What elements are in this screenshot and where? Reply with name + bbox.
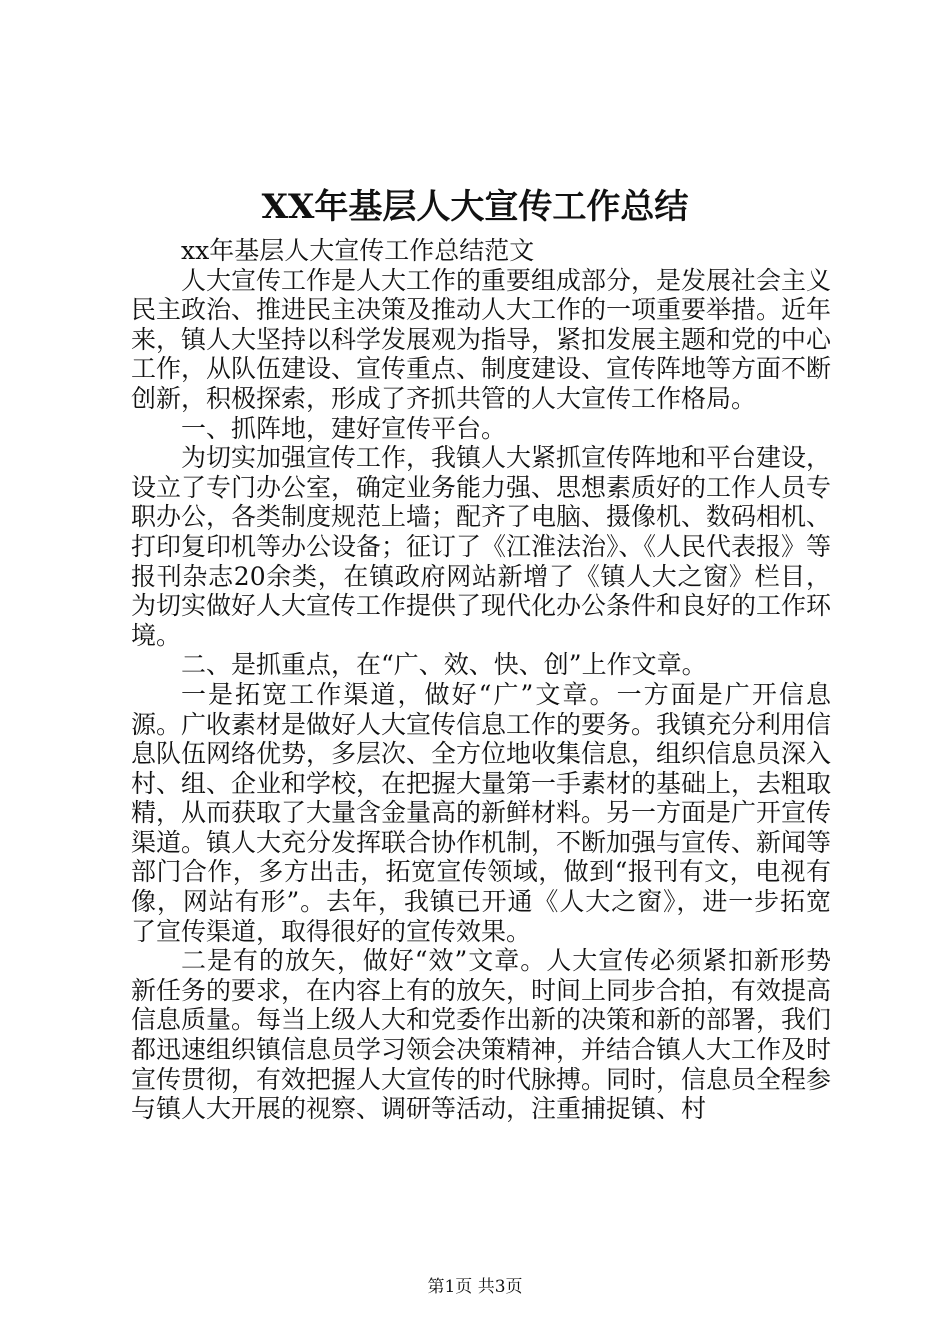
document-subtitle: xx年基层人大宣传工作总结范文: [181, 236, 535, 265]
section-heading-1: 一、抓阵地，建好宣传平台。: [181, 413, 507, 443]
paragraph-intro: 人大宣传工作是人大工作的重要组成部分，是发展社会主义民主政治、推进民主决策及推动人大工作的一项重要举措。近年来，镇人大坚持以科学发展观为指导，紧扣发展主题和党的中心工作，从队伍建设、宣传重点、制度建设、宣传阵地等方面不断创新，积极探索，形成了齐抓共管的人大宣传工作格局。: [131, 265, 832, 413]
paragraph-broaden: 一是拓宽工作渠道，做好“广”文章。一方面是广开信息源。广收素材是做好人大宣传信息工作的要务。我镇充分利用信息队伍网络优势，多层次、全方位地收集信息，组织信息员深入村、组、企业和学校，在把握大量第一手素材的基础上，去粗取精，从而获取了大量含金量高的新鲜材料。另一方面是广开宣传渠道。镇人大充分发挥联合协作机制，不断加强与宣传、新闻等部门合作，多方出击，拓宽宣传领域，做到“报刊有文，电视有像，网站有形”。去年，我镇已开通《人大之窗》，进一步拓宽了宣传渠道，取得很好的宣传效果。: [131, 679, 832, 946]
paragraph-platform: 为切实加强宣传工作，我镇人大紧抓宣传阵地和平台建设，设立了专门办公室，确定业务能力强、思想素质好的工作人员专职办公，各类制度规范上墙；配齐了电脑、摄像机、数码相机、打印复印机等办公设备；征订了《江淮法治》、《人民代表报》等报刊杂志20余类，在镇政府网站新增了《镇人大之窗》栏目，为切实做好人大宣传工作提供了现代化办公条件和良好的工作环境。: [131, 443, 832, 650]
document-body: [131, 236, 831, 1124]
paragraph-effect: 二是有的放矢，做好“效”文章。人大宣传必须紧扣新形势新任务的要求，在内容上有的放矢，时间上同步合拍，有效提高信息质量。每当上级人大和党委作出新的决策和新的部署，我们都迅速组织镇信息员学习领会决策精神，并结合镇人大工作及时宣传贯彻，有效把握人大宣传的时代脉搏。同时，信息员全程参与镇人大开展的视察、调研等活动，注重捕捉镇、村: [131, 946, 832, 1124]
document-title: XX年基层人大宣传工作总结: [261, 187, 689, 227]
section-heading-2: 二、是抓重点，在“广、效、快、创”上作文章。: [181, 650, 707, 680]
page-footer: 第1页 共3页: [427, 1277, 523, 1297]
